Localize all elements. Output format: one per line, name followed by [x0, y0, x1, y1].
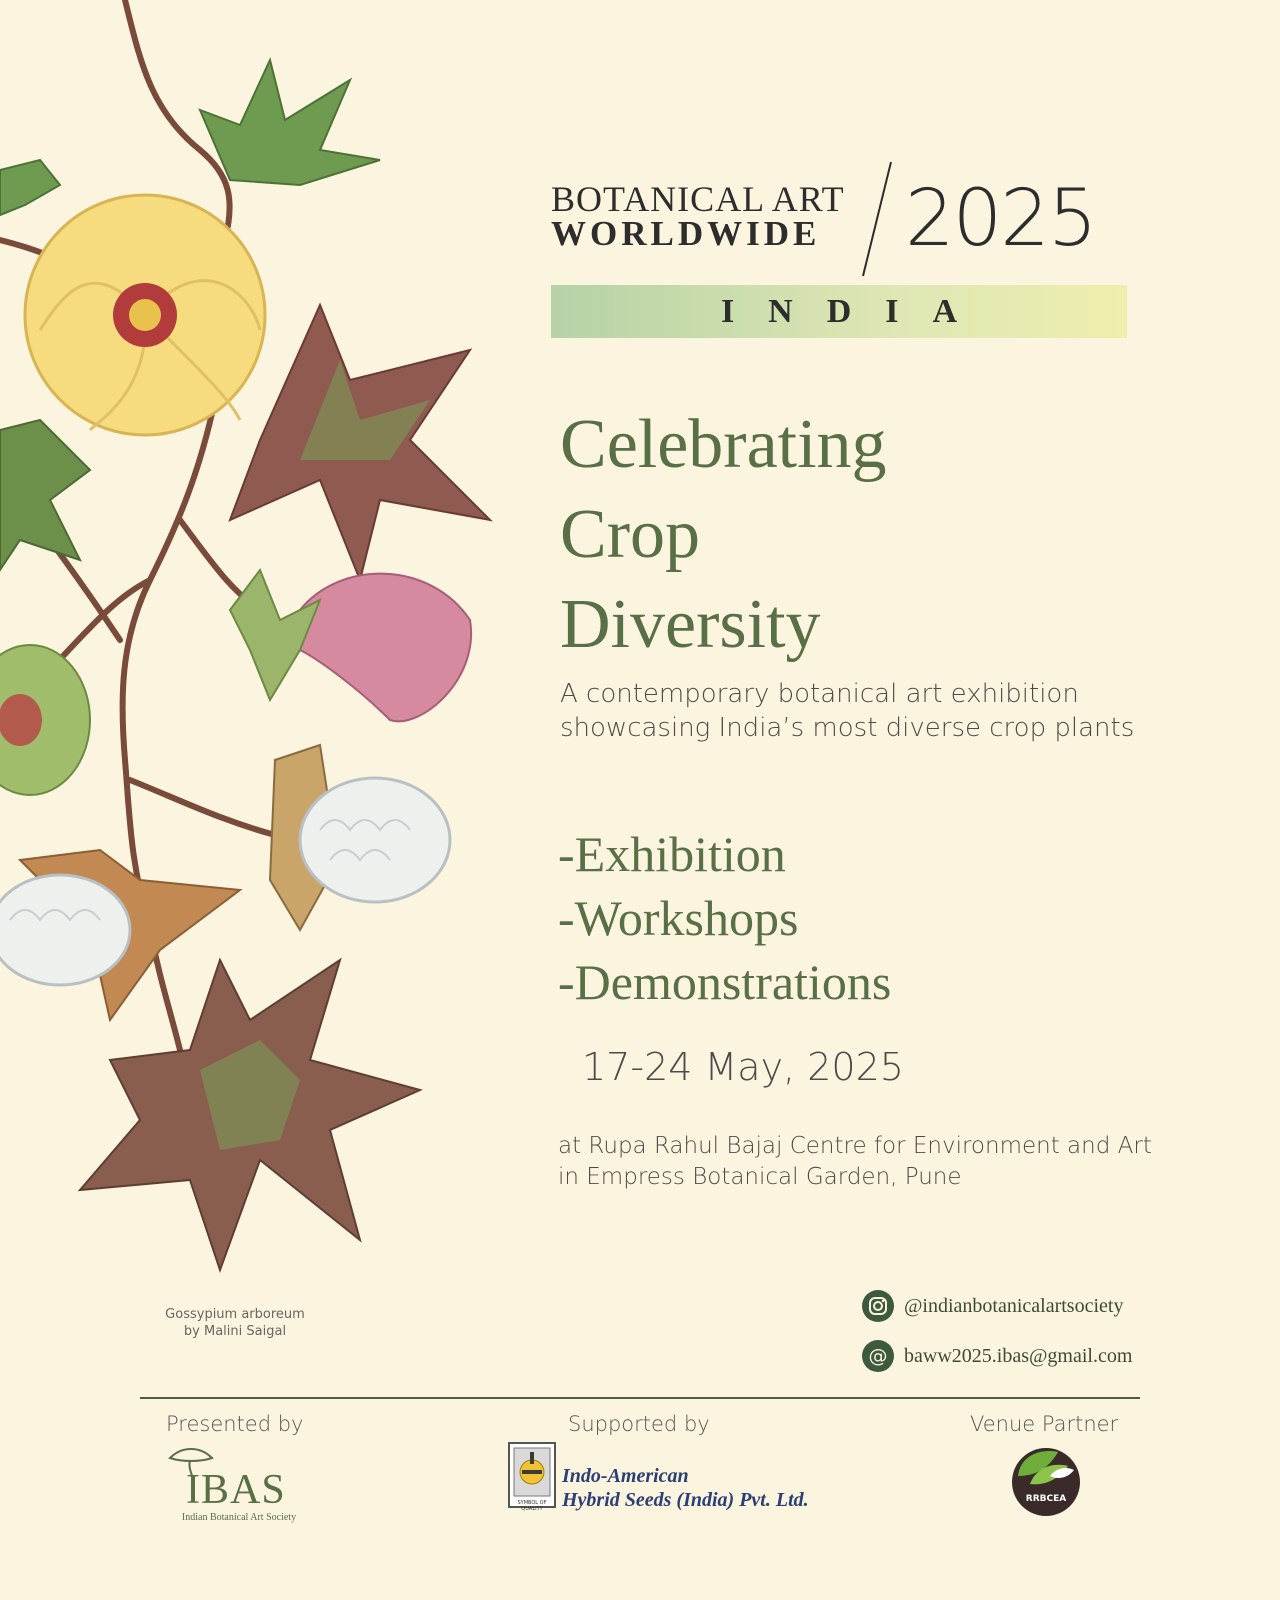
activity-demonstrations: -Demonstrations	[558, 954, 892, 1010]
iahs-emblem-icon	[508, 1442, 556, 1508]
title-line-2: Crop	[560, 496, 700, 573]
email-contact[interactable]	[862, 1338, 1132, 1374]
page-title	[560, 400, 1120, 670]
cotton-boll-right	[270, 745, 450, 930]
activity-workshops: -Workshops	[558, 890, 799, 946]
event-date: 17-24 May, 2025	[582, 1045, 904, 1089]
event-venue: at Rupa Rahul Bajaj Centre for Environment and Art in Empress Botanical Garden, Pune	[558, 1133, 1152, 1190]
instagram-icon	[862, 1290, 894, 1322]
leaf-top	[200, 60, 380, 185]
instagram-contact[interactable]	[862, 1288, 1123, 1324]
indo-american-logo	[508, 1442, 828, 1514]
rrbcea-emblem-icon	[1010, 1446, 1082, 1518]
logo-slash	[857, 160, 897, 278]
logo-line-botanical-art: BOTANICAL ART	[551, 179, 845, 219]
venue-partner-label: Venue Partner	[970, 1412, 1119, 1436]
illustration-caption	[130, 1306, 340, 1340]
caption-artist: by Malini Saigal	[183, 1324, 287, 1339]
supported-by-label: Supported by	[568, 1412, 710, 1436]
logo-year: 2025	[905, 174, 1096, 264]
footer-divider	[140, 1397, 1140, 1399]
cotton-boll-left	[0, 850, 240, 1020]
title-line-1: Celebrating	[560, 406, 887, 483]
iahs-quality-mark: SYMBOL OF QUALITY	[517, 1500, 547, 1512]
event-logo	[551, 160, 1131, 280]
ibas-logo	[162, 1444, 312, 1524]
iahs-name-line-1: Indo-American	[562, 1465, 689, 1487]
at-icon: @	[862, 1340, 894, 1372]
iahs-name-line-2: Hybrid Seeds (India) Pvt. Ltd.	[562, 1489, 809, 1511]
iahs-name	[562, 1464, 809, 1512]
rrbcea-name: RRBCEA	[1025, 1494, 1067, 1504]
ibas-letters: IBAS	[186, 1467, 286, 1513]
caption-species: Gossypium arboreum	[165, 1307, 305, 1322]
rrbcea-logo	[1010, 1446, 1082, 1518]
title-line-3: Diversity	[560, 586, 821, 663]
leaf-left	[0, 420, 90, 570]
logo-line-worldwide: WORLDWIDE	[551, 214, 821, 253]
email-address[interactable]: baww2025.ibas@gmail.com	[904, 1344, 1133, 1367]
yellow-flower	[25, 195, 265, 435]
activity-exhibition: -Exhibition	[558, 826, 786, 882]
ibas-full-name: Indian Botanical Art Society	[181, 1512, 297, 1523]
botanical-illustration	[0, 0, 520, 1300]
activities-list	[558, 822, 1118, 1014]
country-band: INDIA	[551, 285, 1127, 338]
event-description: A contemporary botanical art exhibition showcasing India’s most diverse crop plants	[560, 679, 1135, 743]
instagram-handle[interactable]: @indianbotanicalartsociety	[904, 1294, 1124, 1317]
presented-by-label: Presented by	[166, 1412, 304, 1436]
pink-flower	[230, 570, 471, 721]
